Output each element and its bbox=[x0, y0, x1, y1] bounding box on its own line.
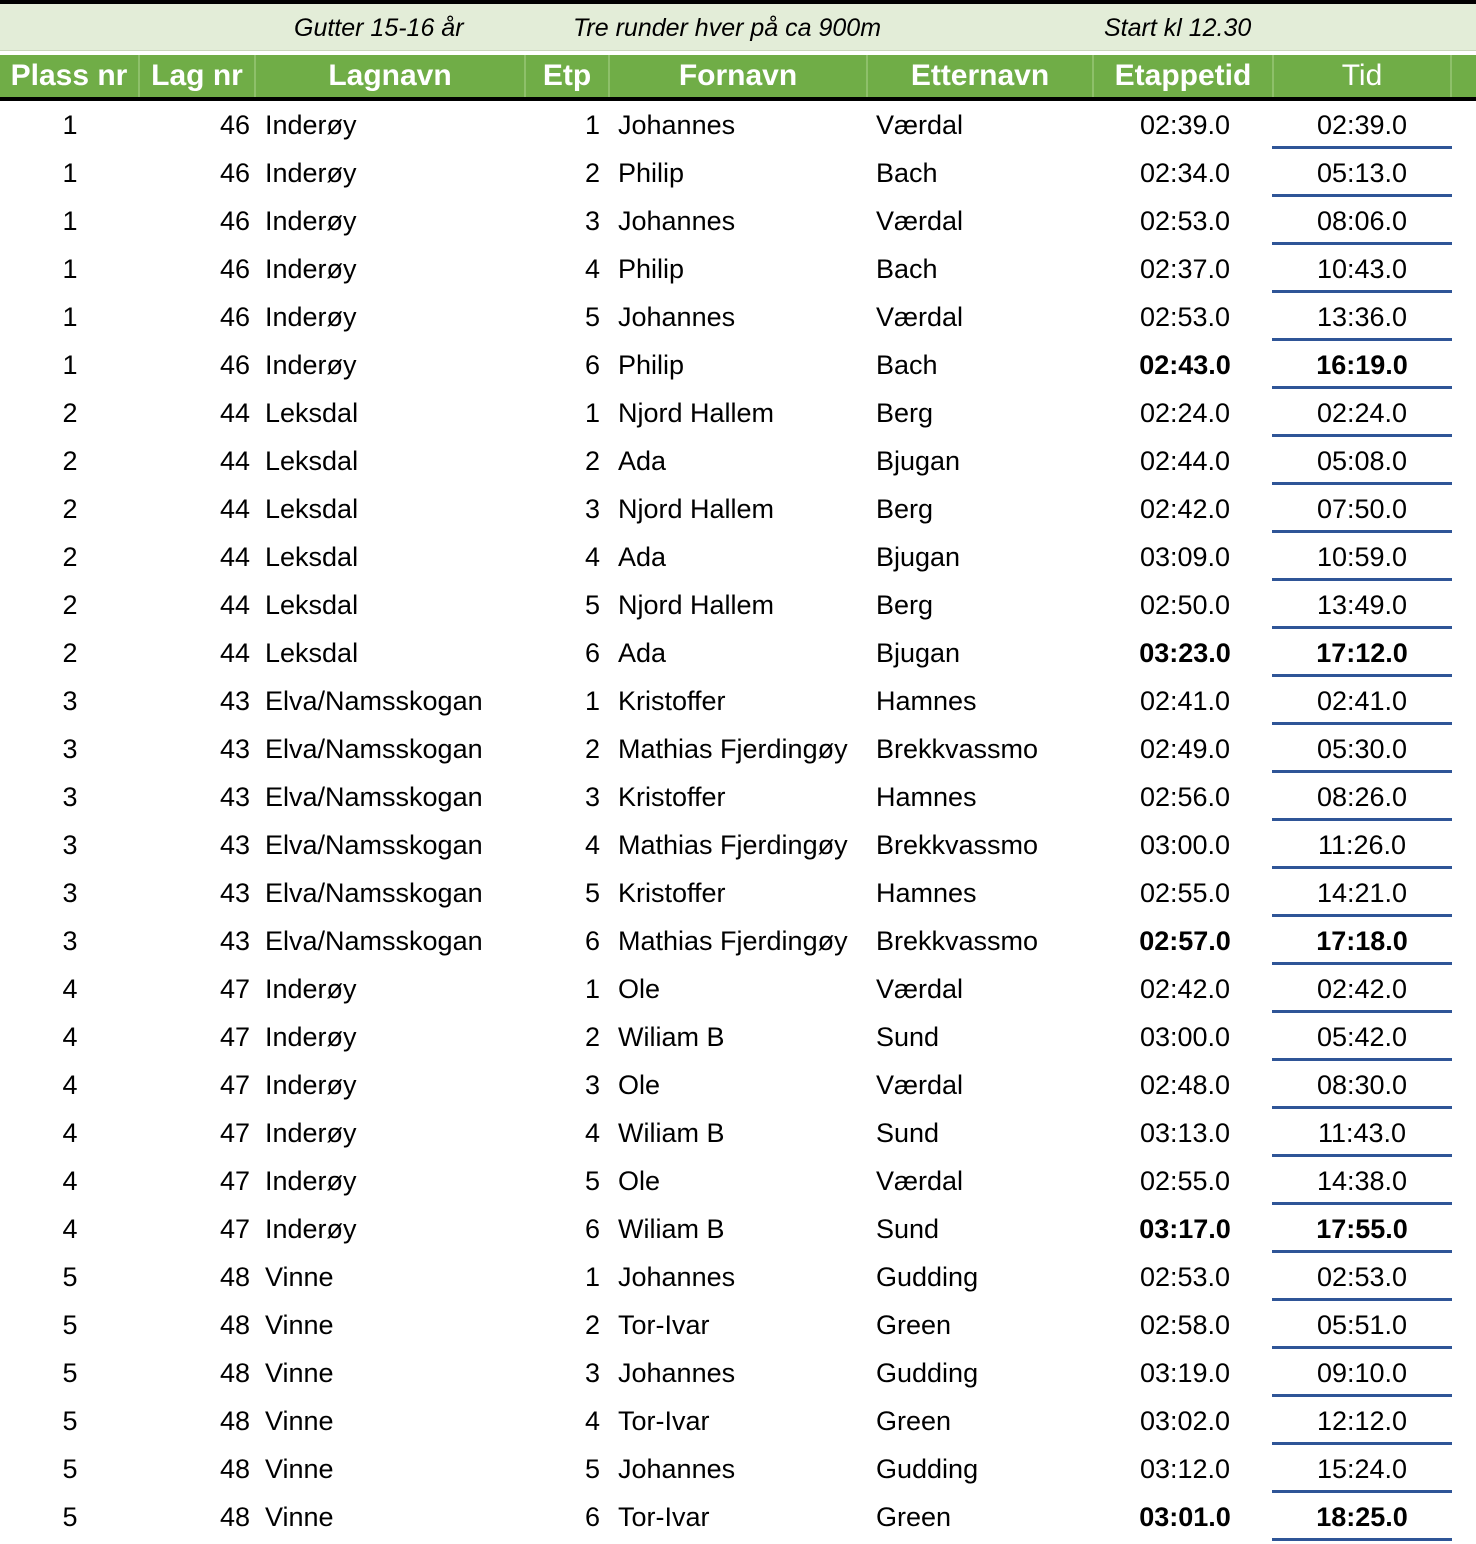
lag-nr-cell[interactable]: 43 bbox=[219, 686, 250, 716]
last-name-cell[interactable]: Bjugan bbox=[876, 542, 961, 572]
first-name-cell[interactable]: Philip bbox=[618, 158, 685, 188]
place-cell[interactable]: 5 bbox=[62, 1262, 78, 1292]
place-cell[interactable]: 2 bbox=[62, 590, 78, 620]
first-name-cell[interactable]: Johannes bbox=[618, 1454, 736, 1484]
place-cell[interactable]: 3 bbox=[62, 734, 78, 764]
lag-nr-cell[interactable]: 44 bbox=[219, 542, 250, 572]
stage-time-cell[interactable]: 02:50.0 bbox=[1139, 590, 1231, 620]
table-row bbox=[0, 1013, 1476, 1061]
total-time-cell[interactable]: 11:43.0 bbox=[1317, 1118, 1407, 1148]
total-time-underline bbox=[1272, 1538, 1452, 1541]
total-time-cell[interactable]: 14:38.0 bbox=[1316, 1166, 1408, 1196]
table-row bbox=[0, 1157, 1476, 1205]
last-name-cell[interactable]: Bach bbox=[876, 254, 938, 284]
team-name-cell[interactable]: Leksdal bbox=[265, 590, 359, 620]
etp-cell[interactable]: 1 bbox=[584, 110, 600, 140]
table-row bbox=[0, 581, 1476, 629]
lag-nr-cell[interactable]: 47 bbox=[219, 1070, 250, 1100]
stage-time-cell[interactable]: 03:13.0 bbox=[1139, 1118, 1231, 1148]
stage-time-cell[interactable]: 02:53.0 bbox=[1139, 302, 1231, 332]
lag-nr-cell[interactable]: 43 bbox=[219, 830, 250, 860]
total-time-cell[interactable]: 10:43.0 bbox=[1316, 254, 1408, 284]
first-name-cell[interactable]: Kristoffer bbox=[618, 782, 726, 812]
etp-cell[interactable]: 2 bbox=[584, 1022, 600, 1052]
total-time-cell[interactable]: 05:42.0 bbox=[1316, 1022, 1408, 1052]
place-cell[interactable]: 2 bbox=[62, 542, 78, 572]
last-name-cell[interactable]: Sund bbox=[876, 1214, 940, 1244]
lag-nr-cell[interactable]: 47 bbox=[219, 974, 250, 1004]
lag-nr-cell[interactable]: 44 bbox=[219, 590, 250, 620]
table-row bbox=[0, 965, 1476, 1013]
team-name-cell[interactable]: Leksdal bbox=[265, 638, 359, 668]
last-name-cell[interactable]: Værdal bbox=[876, 974, 964, 1004]
first-name-cell[interactable]: Mathias Fjerdingøy bbox=[618, 830, 848, 860]
first-name-cell[interactable]: Philip bbox=[618, 350, 685, 380]
first-name-cell[interactable]: Njord Hallem bbox=[618, 494, 775, 524]
table-row bbox=[0, 149, 1476, 197]
last-name-cell[interactable]: Hamnes bbox=[876, 878, 977, 908]
category-title: Gutter 15-16 år bbox=[294, 14, 464, 42]
total-time-cell[interactable]: 05:51.0 bbox=[1316, 1310, 1408, 1340]
first-name-cell[interactable]: Njord Hallem bbox=[618, 590, 775, 620]
last-name-cell[interactable]: Sund bbox=[876, 1022, 940, 1052]
place-cell[interactable]: 1 bbox=[62, 110, 78, 140]
table-row bbox=[0, 821, 1476, 869]
team-name-cell[interactable]: Elva/Namsskogan bbox=[265, 926, 483, 956]
stage-time-cell[interactable]: 02:37.0 bbox=[1139, 254, 1231, 284]
first-name-cell[interactable]: Philip bbox=[618, 254, 685, 284]
last-name-cell[interactable]: Værdal bbox=[876, 1070, 964, 1100]
lag-nr-cell[interactable]: 47 bbox=[219, 1118, 250, 1148]
header-etp[interactable]: Etp bbox=[526, 55, 610, 97]
last-name-cell[interactable]: Værdal bbox=[876, 206, 964, 236]
team-name-cell[interactable]: Inderøy bbox=[265, 1118, 357, 1148]
title-row bbox=[0, 4, 1476, 51]
etp-cell[interactable]: 2 bbox=[584, 1310, 600, 1340]
table-row bbox=[0, 629, 1476, 677]
place-cell[interactable]: 4 bbox=[62, 1214, 78, 1244]
team-name-cell[interactable]: Vinne bbox=[265, 1502, 334, 1532]
total-time-cell[interactable]: 08:26.0 bbox=[1316, 782, 1408, 812]
stage-time-cell[interactable]: 03:23.0 bbox=[1139, 638, 1231, 668]
team-name-cell[interactable]: Elva/Namsskogan bbox=[265, 782, 483, 812]
lag-nr-cell[interactable]: 48 bbox=[219, 1406, 250, 1436]
table-row bbox=[0, 1397, 1476, 1445]
total-time-cell[interactable]: 07:50.0 bbox=[1316, 494, 1408, 524]
first-name-cell[interactable]: Wiliam B bbox=[618, 1214, 725, 1244]
total-time-cell[interactable]: 17:18.0 bbox=[1316, 926, 1408, 956]
table-row bbox=[0, 101, 1476, 149]
column-header-row bbox=[0, 55, 1476, 101]
team-name-cell[interactable]: Elva/Namsskogan bbox=[265, 830, 483, 860]
total-time-cell[interactable]: 10:59.0 bbox=[1316, 542, 1408, 572]
header-lag-nr[interactable]: Lag nr bbox=[140, 55, 256, 97]
last-name-cell[interactable]: Berg bbox=[876, 590, 934, 620]
last-name-cell[interactable]: Gudding bbox=[876, 1454, 979, 1484]
first-name-cell[interactable]: Ole bbox=[618, 974, 661, 1004]
lag-nr-cell[interactable]: 44 bbox=[219, 638, 250, 668]
table-row bbox=[0, 1349, 1476, 1397]
place-cell[interactable]: 5 bbox=[62, 1502, 78, 1532]
last-name-cell[interactable]: Berg bbox=[876, 398, 934, 428]
etp-cell[interactable]: 4 bbox=[584, 254, 600, 284]
last-name-cell[interactable]: Hamnes bbox=[876, 686, 977, 716]
first-name-cell[interactable]: Johannes bbox=[618, 206, 736, 236]
lag-nr-cell[interactable]: 47 bbox=[219, 1022, 250, 1052]
team-name-cell[interactable]: Inderøy bbox=[265, 974, 357, 1004]
stage-time-cell[interactable]: 02:56.0 bbox=[1139, 782, 1231, 812]
race-description: Tre runder hver på ca 900m bbox=[573, 14, 882, 42]
header-fornavn[interactable]: Fornavn bbox=[610, 55, 868, 97]
team-name-cell[interactable]: Leksdal bbox=[265, 446, 359, 476]
stage-time-cell[interactable]: 03:12.0 bbox=[1139, 1454, 1231, 1484]
etp-cell[interactable]: 3 bbox=[584, 782, 600, 812]
first-name-cell[interactable]: Wiliam B bbox=[618, 1118, 725, 1148]
team-name-cell[interactable]: Inderøy bbox=[265, 1166, 357, 1196]
first-name-cell[interactable]: Ada bbox=[618, 638, 667, 668]
etp-cell[interactable]: 5 bbox=[584, 1454, 600, 1484]
table-row bbox=[0, 1061, 1476, 1109]
stage-time-cell[interactable]: 02:49.0 bbox=[1139, 734, 1231, 764]
total-time-cell[interactable]: 08:06.0 bbox=[1316, 206, 1408, 236]
total-time-cell[interactable]: 02:41.0 bbox=[1316, 686, 1408, 716]
place-cell[interactable]: 4 bbox=[62, 1070, 78, 1100]
total-time-cell[interactable]: 13:36.0 bbox=[1316, 302, 1408, 332]
stage-time-cell[interactable]: 02:41.0 bbox=[1139, 686, 1231, 716]
place-cell[interactable]: 4 bbox=[62, 1022, 78, 1052]
stage-time-cell[interactable]: 02:58.0 bbox=[1139, 1310, 1231, 1340]
lag-nr-cell[interactable]: 46 bbox=[219, 110, 250, 140]
table-row bbox=[0, 533, 1476, 581]
first-name-cell[interactable]: Johannes bbox=[618, 110, 736, 140]
total-time-cell[interactable]: 05:08.0 bbox=[1316, 446, 1408, 476]
stage-time-cell[interactable]: 02:42.0 bbox=[1139, 974, 1231, 1004]
last-name-cell[interactable]: Bjugan bbox=[876, 638, 961, 668]
first-name-cell[interactable]: Mathias Fjerdingøy bbox=[618, 734, 848, 764]
last-name-cell[interactable]: Bjugan bbox=[876, 446, 961, 476]
team-name-cell[interactable]: Elva/Namsskogan bbox=[265, 686, 483, 716]
place-cell[interactable]: 5 bbox=[62, 1406, 78, 1436]
lag-nr-cell[interactable]: 43 bbox=[219, 734, 250, 764]
total-time-cell[interactable]: 14:21.0 bbox=[1316, 878, 1408, 908]
lag-nr-cell[interactable]: 44 bbox=[219, 446, 250, 476]
etp-cell[interactable]: 2 bbox=[584, 446, 600, 476]
header-plass-nr[interactable]: Plass nr bbox=[0, 55, 140, 97]
total-time-cell[interactable]: 17:55.0 bbox=[1316, 1214, 1408, 1244]
table-row bbox=[0, 245, 1476, 293]
place-cell[interactable]: 3 bbox=[62, 878, 78, 908]
team-name-cell[interactable]: Elva/Namsskogan bbox=[265, 878, 483, 908]
etp-cell[interactable]: 6 bbox=[584, 926, 600, 956]
lag-nr-cell[interactable]: 47 bbox=[219, 1166, 250, 1196]
etp-cell[interactable]: 6 bbox=[584, 638, 600, 668]
team-name-cell[interactable]: Vinne bbox=[265, 1358, 334, 1388]
etp-cell[interactable]: 5 bbox=[584, 878, 600, 908]
total-time-cell[interactable]: 13:49.0 bbox=[1316, 590, 1408, 620]
total-time-cell[interactable]: 11:26.0 bbox=[1317, 830, 1407, 860]
header-tid[interactable]: Tid bbox=[1274, 55, 1452, 97]
table-row bbox=[0, 389, 1476, 437]
total-time-cell[interactable]: 05:13.0 bbox=[1316, 158, 1408, 188]
total-time-cell[interactable]: 05:30.0 bbox=[1316, 734, 1408, 764]
place-cell[interactable]: 5 bbox=[62, 1358, 78, 1388]
etp-cell[interactable]: 3 bbox=[584, 1070, 600, 1100]
lag-nr-cell[interactable]: 43 bbox=[219, 926, 250, 956]
stage-time-cell[interactable]: 03:00.0 bbox=[1139, 830, 1231, 860]
last-name-cell[interactable]: Green bbox=[876, 1406, 952, 1436]
first-name-cell[interactable]: Tor-Ivar bbox=[618, 1310, 710, 1340]
start-time: Start kl 12.30 bbox=[1104, 14, 1252, 42]
team-name-cell[interactable]: Inderøy bbox=[265, 350, 357, 380]
table-row bbox=[0, 917, 1476, 965]
lag-nr-cell[interactable]: 47 bbox=[219, 1214, 250, 1244]
stage-time-cell[interactable]: 03:09.0 bbox=[1139, 542, 1231, 572]
team-name-cell[interactable]: Inderøy bbox=[265, 254, 357, 284]
team-name-cell[interactable]: Vinne bbox=[265, 1262, 334, 1292]
last-name-cell[interactable]: Værdal bbox=[876, 302, 964, 332]
place-cell[interactable]: 1 bbox=[62, 302, 78, 332]
total-time-cell[interactable]: 12:12.0 bbox=[1316, 1406, 1408, 1436]
total-time-cell[interactable]: 02:24.0 bbox=[1316, 398, 1408, 428]
etp-cell[interactable]: 3 bbox=[584, 206, 600, 236]
stage-time-cell[interactable]: 02:55.0 bbox=[1139, 1166, 1231, 1196]
last-name-cell[interactable]: Sund bbox=[876, 1118, 940, 1148]
total-time-cell[interactable]: 09:10.0 bbox=[1316, 1358, 1408, 1388]
first-name-cell[interactable]: Ada bbox=[618, 446, 667, 476]
team-name-cell[interactable]: Leksdal bbox=[265, 542, 359, 572]
lag-nr-cell[interactable]: 43 bbox=[219, 878, 250, 908]
total-time-cell[interactable]: 18:25.0 bbox=[1316, 1502, 1408, 1532]
place-cell[interactable]: 2 bbox=[62, 398, 78, 428]
stage-time-cell[interactable]: 03:02.0 bbox=[1139, 1406, 1231, 1436]
etp-cell[interactable]: 2 bbox=[584, 158, 600, 188]
lag-nr-cell[interactable]: 48 bbox=[219, 1358, 250, 1388]
etp-cell[interactable]: 5 bbox=[584, 302, 600, 332]
first-name-cell[interactable]: Johannes bbox=[618, 1358, 736, 1388]
lag-nr-cell[interactable]: 43 bbox=[219, 782, 250, 812]
total-time-cell[interactable]: 15:24.0 bbox=[1316, 1454, 1408, 1484]
last-name-cell[interactable]: Brekkvassmo bbox=[876, 734, 1039, 764]
place-cell[interactable]: 3 bbox=[62, 926, 78, 956]
total-time-cell[interactable]: 02:39.0 bbox=[1316, 110, 1408, 140]
lag-nr-cell[interactable]: 44 bbox=[219, 398, 250, 428]
stage-time-cell[interactable]: 02:39.0 bbox=[1139, 110, 1231, 140]
stage-time-cell[interactable]: 03:17.0 bbox=[1139, 1214, 1231, 1244]
place-cell[interactable]: 3 bbox=[62, 686, 78, 716]
stage-time-cell[interactable]: 02:55.0 bbox=[1139, 878, 1231, 908]
etp-cell[interactable]: 4 bbox=[584, 1118, 600, 1148]
team-name-cell[interactable]: Inderøy bbox=[265, 1022, 357, 1052]
team-name-cell[interactable]: Inderøy bbox=[265, 1070, 357, 1100]
last-name-cell[interactable]: Gudding bbox=[876, 1358, 979, 1388]
lag-nr-cell[interactable]: 48 bbox=[219, 1502, 250, 1532]
last-name-cell[interactable]: Gudding bbox=[876, 1262, 979, 1292]
total-time-cell[interactable]: 08:30.0 bbox=[1316, 1070, 1408, 1100]
stage-time-cell[interactable]: 03:01.0 bbox=[1139, 1502, 1231, 1532]
last-name-cell[interactable]: Bach bbox=[876, 158, 938, 188]
etp-cell[interactable]: 4 bbox=[584, 542, 600, 572]
table-row bbox=[0, 1445, 1476, 1493]
lag-nr-cell[interactable]: 46 bbox=[219, 350, 250, 380]
last-name-cell[interactable]: Værdal bbox=[876, 110, 964, 140]
place-cell[interactable]: 1 bbox=[62, 254, 78, 284]
last-name-cell[interactable]: Berg bbox=[876, 494, 934, 524]
last-name-cell[interactable]: Green bbox=[876, 1310, 952, 1340]
total-time-cell[interactable]: 17:12.0 bbox=[1316, 638, 1408, 668]
lag-nr-cell[interactable]: 48 bbox=[219, 1454, 250, 1484]
place-cell[interactable]: 2 bbox=[62, 446, 78, 476]
stage-time-cell[interactable]: 02:42.0 bbox=[1139, 494, 1231, 524]
team-name-cell[interactable]: Leksdal bbox=[265, 494, 359, 524]
stage-time-cell[interactable]: 02:48.0 bbox=[1139, 1070, 1231, 1100]
team-name-cell[interactable]: Inderøy bbox=[265, 158, 357, 188]
place-cell[interactable]: 4 bbox=[62, 1166, 78, 1196]
table-row bbox=[0, 1253, 1476, 1301]
place-cell[interactable]: 1 bbox=[62, 158, 78, 188]
first-name-cell[interactable]: Ada bbox=[618, 542, 667, 572]
table-row bbox=[0, 197, 1476, 245]
last-name-cell[interactable]: Green bbox=[876, 1502, 952, 1532]
last-name-cell[interactable]: Brekkvassmo bbox=[876, 926, 1039, 956]
last-name-cell[interactable]: Bach bbox=[876, 350, 938, 380]
first-name-cell[interactable]: Kristoffer bbox=[618, 686, 726, 716]
team-name-cell[interactable]: Inderøy bbox=[265, 110, 357, 140]
etp-cell[interactable]: 4 bbox=[584, 1406, 600, 1436]
first-name-cell[interactable]: Wiliam B bbox=[618, 1022, 725, 1052]
first-name-cell[interactable]: Njord Hallem bbox=[618, 398, 775, 428]
table-row bbox=[0, 1205, 1476, 1253]
table-row bbox=[0, 341, 1476, 389]
header-etternavn[interactable]: Etternavn bbox=[868, 55, 1094, 97]
place-cell[interactable]: 3 bbox=[62, 782, 78, 812]
total-time-cell[interactable]: 16:19.0 bbox=[1316, 350, 1408, 380]
last-name-cell[interactable]: Brekkvassmo bbox=[876, 830, 1039, 860]
table-row bbox=[0, 1493, 1476, 1541]
first-name-cell[interactable]: Tor-Ivar bbox=[618, 1502, 710, 1532]
etp-cell[interactable]: 1 bbox=[584, 1262, 600, 1292]
etp-cell[interactable]: 4 bbox=[584, 830, 600, 860]
header-etappetid[interactable]: Etappetid bbox=[1094, 55, 1274, 97]
lag-nr-cell[interactable]: 46 bbox=[219, 302, 250, 332]
lag-nr-cell[interactable]: 44 bbox=[219, 494, 250, 524]
place-cell[interactable]: 4 bbox=[62, 974, 78, 1004]
etp-cell[interactable]: 5 bbox=[584, 590, 600, 620]
place-cell[interactable]: 2 bbox=[62, 494, 78, 524]
etp-cell[interactable]: 1 bbox=[584, 974, 600, 1004]
first-name-cell[interactable]: Tor-Ivar bbox=[618, 1406, 710, 1436]
etp-cell[interactable]: 5 bbox=[584, 1166, 600, 1196]
stage-time-cell[interactable]: 02:53.0 bbox=[1139, 1262, 1231, 1292]
stage-time-cell[interactable]: 02:43.0 bbox=[1139, 350, 1231, 380]
team-name-cell[interactable]: Elva/Namsskogan bbox=[265, 734, 483, 764]
etp-cell[interactable]: 1 bbox=[584, 398, 600, 428]
team-name-cell[interactable]: Leksdal bbox=[265, 398, 359, 428]
stage-time-cell[interactable]: 03:00.0 bbox=[1139, 1022, 1231, 1052]
etp-cell[interactable]: 2 bbox=[584, 734, 600, 764]
table-row bbox=[0, 725, 1476, 773]
team-name-cell[interactable]: Inderøy bbox=[265, 302, 357, 332]
lag-nr-cell[interactable]: 48 bbox=[219, 1262, 250, 1292]
table-row bbox=[0, 1301, 1476, 1349]
first-name-cell[interactable]: Johannes bbox=[618, 1262, 736, 1292]
last-name-cell[interactable]: Hamnes bbox=[876, 782, 977, 812]
stage-time-cell[interactable]: 02:53.0 bbox=[1139, 206, 1231, 236]
stage-time-cell[interactable]: 02:44.0 bbox=[1139, 446, 1231, 476]
last-name-cell[interactable]: Værdal bbox=[876, 1166, 964, 1196]
first-name-cell[interactable]: Johannes bbox=[618, 302, 736, 332]
table-row bbox=[0, 437, 1476, 485]
table-row bbox=[0, 293, 1476, 341]
table-row bbox=[0, 677, 1476, 725]
total-time-cell[interactable]: 02:42.0 bbox=[1316, 974, 1408, 1004]
stage-time-cell[interactable]: 03:19.0 bbox=[1139, 1358, 1231, 1388]
first-name-cell[interactable]: Mathias Fjerdingøy bbox=[618, 926, 848, 956]
team-name-cell[interactable]: Inderøy bbox=[265, 1214, 357, 1244]
table-row bbox=[0, 485, 1476, 533]
place-cell[interactable]: 1 bbox=[62, 350, 78, 380]
team-name-cell[interactable]: Inderøy bbox=[265, 206, 357, 236]
first-name-cell[interactable]: Ole bbox=[618, 1166, 661, 1196]
place-cell[interactable]: 4 bbox=[62, 1118, 78, 1148]
lag-nr-cell[interactable]: 46 bbox=[219, 158, 250, 188]
total-time-cell[interactable]: 02:53.0 bbox=[1316, 1262, 1408, 1292]
first-name-cell[interactable]: Ole bbox=[618, 1070, 661, 1100]
etp-cell[interactable]: 6 bbox=[584, 350, 600, 380]
table-row bbox=[0, 1109, 1476, 1157]
lag-nr-cell[interactable]: 46 bbox=[219, 254, 250, 284]
team-name-cell[interactable]: Vinne bbox=[265, 1310, 334, 1340]
place-cell[interactable]: 1 bbox=[62, 206, 78, 236]
etp-cell[interactable]: 3 bbox=[584, 494, 600, 524]
place-cell[interactable]: 2 bbox=[62, 638, 78, 668]
team-name-cell[interactable]: Vinne bbox=[265, 1454, 334, 1484]
etp-cell[interactable]: 1 bbox=[584, 686, 600, 716]
lag-nr-cell[interactable]: 48 bbox=[219, 1310, 250, 1340]
place-cell[interactable]: 3 bbox=[62, 830, 78, 860]
table-row bbox=[0, 869, 1476, 917]
stage-time-cell[interactable]: 02:24.0 bbox=[1139, 398, 1231, 428]
place-cell[interactable]: 5 bbox=[62, 1310, 78, 1340]
place-cell[interactable]: 5 bbox=[62, 1454, 78, 1484]
etp-cell[interactable]: 3 bbox=[584, 1358, 600, 1388]
team-name-cell[interactable]: Vinne bbox=[265, 1406, 334, 1436]
stage-time-cell[interactable]: 02:34.0 bbox=[1139, 158, 1231, 188]
stage-time-cell[interactable]: 02:57.0 bbox=[1139, 926, 1231, 956]
etp-cell[interactable]: 6 bbox=[584, 1502, 600, 1532]
etp-cell[interactable]: 6 bbox=[584, 1214, 600, 1244]
first-name-cell[interactable]: Kristoffer bbox=[618, 878, 726, 908]
table-row bbox=[0, 773, 1476, 821]
header-lagnavn[interactable]: Lagnavn bbox=[256, 55, 526, 97]
lag-nr-cell[interactable]: 46 bbox=[219, 206, 250, 236]
